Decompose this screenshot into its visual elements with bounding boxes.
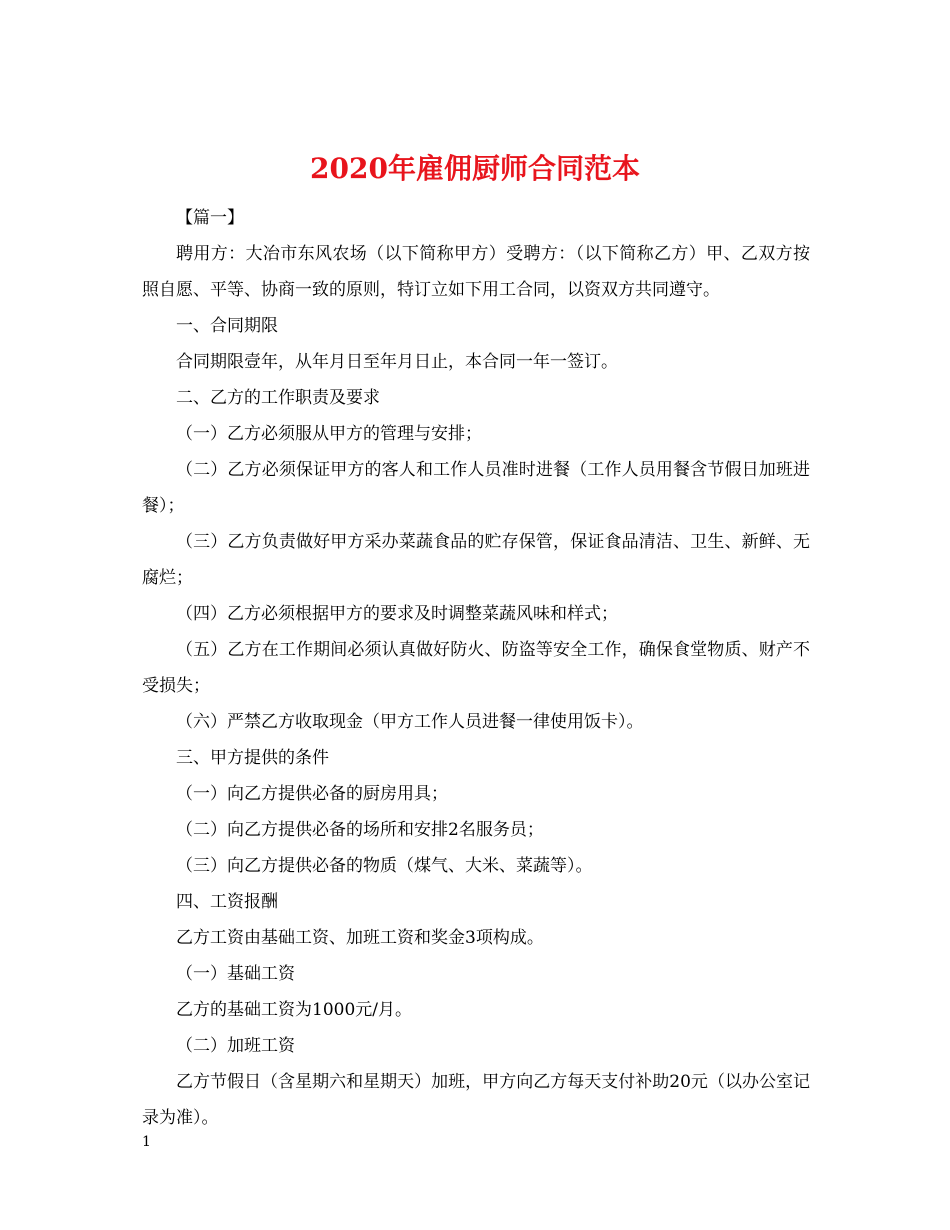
list-item: （一）乙方必须服从甲方的管理与安排； [176,424,482,444]
list-item: （二）向乙方提供必备的场所和安排2名服务员； [176,820,544,840]
section-heading: 四、工资报酬 [176,892,278,912]
page-number: 1 [142,1134,151,1150]
intro-paragraph: 聘用方：大冶市东风农场（以下简称甲方）受聘方：（以下简称乙方）甲、乙双方按照自愿、平等、协商一致的原则，特订立如下用工合同，以资双方共同遵守。 [142,244,810,300]
section-heading: 一、合同期限 [176,316,278,336]
list-item: （四）乙方必须根据甲方的要求及时调整菜蔬风味和样式； [176,604,618,624]
subsection-heading: （二）加班工资 [176,1036,295,1056]
list-item: （三）向乙方提供必备的物质（煤气、大米、菜蔬等）。 [176,856,593,876]
list-item: （六）严禁乙方收取现金（甲方工作人员进餐一律使用饭卡）。 [176,712,644,732]
section-heading: 二、乙方的工作职责及要求 [176,388,380,408]
list-item: （一）向乙方提供必备的厨房用具； [176,784,448,804]
section-label: 【篇一】 [176,208,244,228]
list-item: （五）乙方在工作期间必须认真做好防火、防盗等安全工作，确保食堂物质、财产不受损失； [142,640,810,696]
paragraph: 合同期限壹年，从年月日至年月日止，本合同一年一签订。 [176,352,618,372]
subsection-heading: （一）基础工资 [176,964,295,984]
paragraph: 乙方的基础工资为1000元/月。 [176,1000,412,1020]
page-title: 2020年雇佣厨师合同范本 [310,151,640,185]
section-heading: 三、甲方提供的条件 [176,748,329,768]
paragraph: 乙方工资由基础工资、加班工资和奖金3项构成。 [176,928,544,948]
list-item: （三）乙方负责做好甲方采办菜蔬食品的贮存保管，保证食品清洁、卫生、新鲜、无腐烂； [142,532,810,588]
list-item: （二）乙方必须保证甲方的客人和工作人员准时进餐（工作人员用餐含节假日加班进餐）； [142,460,810,516]
document-body [142,200,810,1136]
paragraph: 乙方节假日（含星期六和星期天）加班，甲方向乙方每天支付补助20元（以办公室记录为准）。 [142,1072,810,1128]
